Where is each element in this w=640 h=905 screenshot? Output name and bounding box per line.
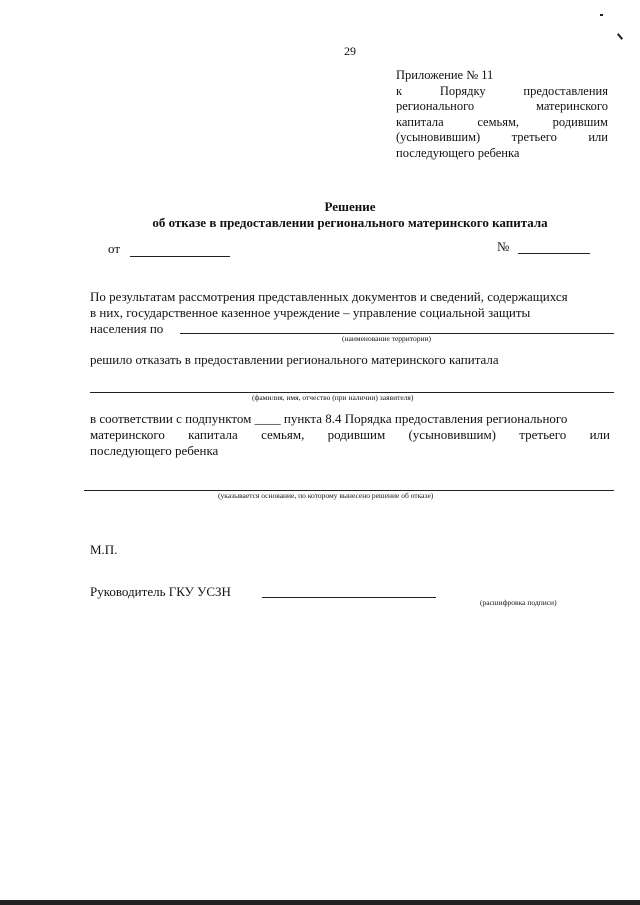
para2-word: капитала <box>188 427 238 442</box>
date-field-line[interactable] <box>130 256 230 257</box>
signature-field-line[interactable] <box>262 597 436 598</box>
annex-line-1: Приложение № 11 <box>396 68 494 82</box>
reason-caption: (указывается основание, по которому вынесено решение об отказе) <box>218 491 434 500</box>
stamp-label: М.П. <box>90 542 118 557</box>
number-label: № <box>497 239 510 254</box>
annex-line-5 <box>396 130 608 146</box>
annex-word: предоставления <box>523 83 608 98</box>
para2-line-1: в соответствии с подпунктом ____ пункта 8.4 Порядка предоставления регионального <box>90 411 568 426</box>
para2-block <box>90 411 610 459</box>
para2-word: родившим <box>327 427 386 442</box>
scan-speck <box>600 14 603 16</box>
applicant-caption: (фамилия, имя, отчество (при наличии) заявителя) <box>252 393 414 402</box>
annex-word: (усыновившим) <box>396 130 481 144</box>
scan-mark <box>617 33 623 40</box>
annex-line-3 <box>396 99 608 115</box>
annex-block <box>396 68 608 161</box>
decision-text: решило отказать в предоставлении регионального материнского капитала <box>90 352 499 367</box>
annex-word: родившим <box>552 114 608 129</box>
date-label: от <box>108 241 121 256</box>
para2-line-2 <box>90 427 610 443</box>
para2-line-3: последующего ребенка <box>90 443 219 458</box>
para2-word: семьям, <box>261 427 305 442</box>
annex-line-4 <box>396 115 608 131</box>
para2-word: или <box>589 427 610 442</box>
annex-word: семьям, <box>477 114 520 129</box>
annex-word: материнского <box>536 99 608 113</box>
annex-line-2 <box>396 84 608 100</box>
scan-border <box>0 900 640 905</box>
page-number: 29 <box>344 44 356 58</box>
annex-word: Порядку <box>439 83 486 98</box>
annex-word: третьего <box>511 130 557 144</box>
para1-line-2: в них, государственное казенное учреждение – управление социальной защиты <box>90 305 531 320</box>
para2-word: (усыновившим) <box>408 427 497 442</box>
para1-line-3: населения по <box>90 321 164 336</box>
signatory-label: Руководитель ГКУ УСЗН <box>90 584 231 599</box>
document-subtitle: об отказе в предоставлении регионального материнского капитала <box>152 215 548 230</box>
annex-word: или <box>588 130 608 144</box>
para1-line-1: По результатам рассмотрения представленных документов и сведений, содержащихся <box>90 289 568 304</box>
annex-word: регионального <box>396 99 475 113</box>
para2-word: материнского <box>90 427 165 442</box>
number-field-line[interactable] <box>518 253 590 254</box>
document-title: Решение <box>324 199 376 214</box>
para2-word: третьего <box>519 427 567 442</box>
annex-line-6: последующего ребенка <box>396 145 520 160</box>
annex-word: к <box>396 83 403 98</box>
signature-caption: (расшифровка подписи) <box>480 598 557 607</box>
territory-caption: (наименование территории) <box>342 334 432 343</box>
annex-word: капитала <box>396 114 444 129</box>
